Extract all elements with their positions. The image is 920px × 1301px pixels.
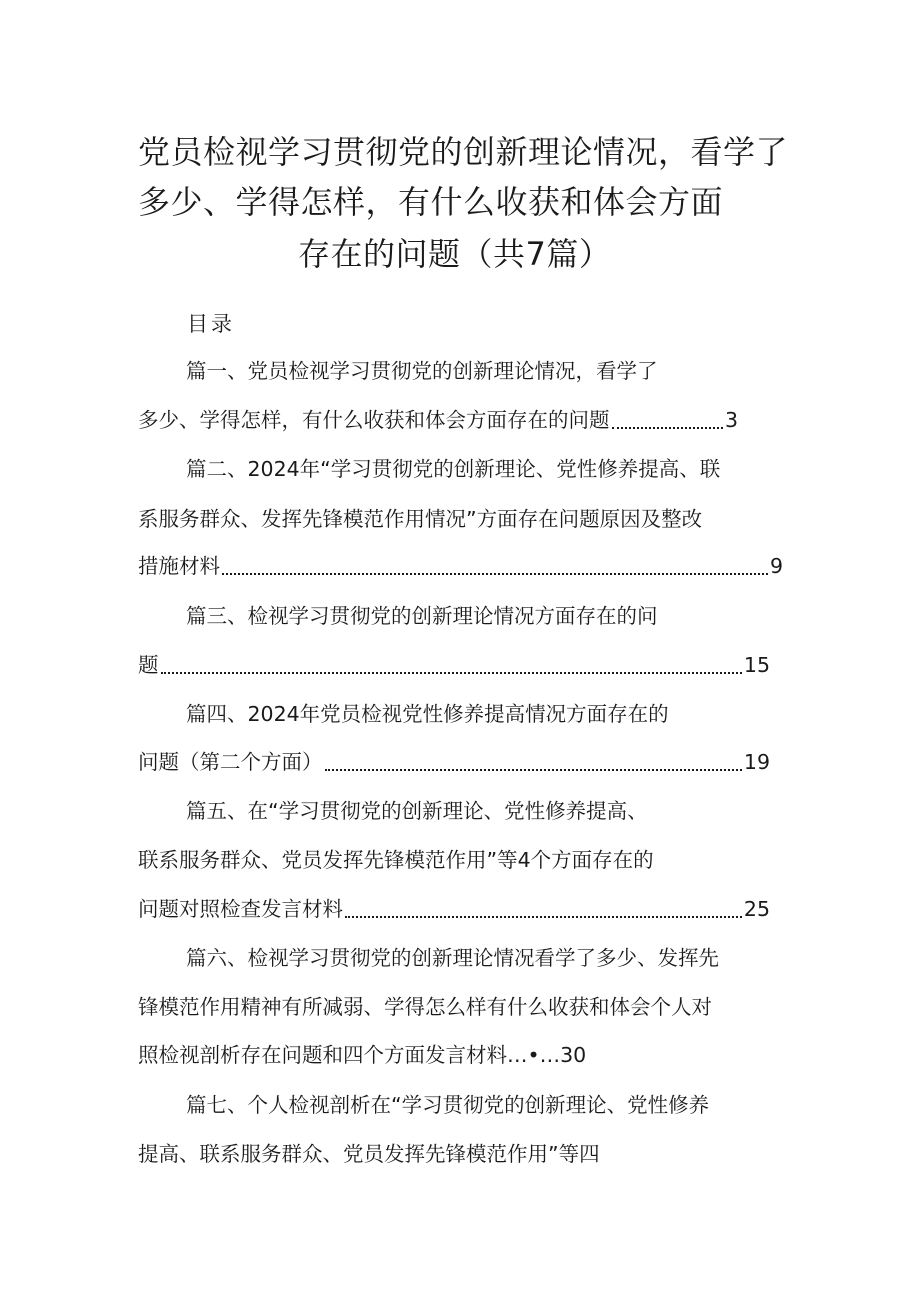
toc-entry-6-line-1[interactable]: 篇六、检视学习贯彻党的创新理论情况看学了多少、发挥先 <box>186 946 719 970</box>
toc-entry-6-last-line[interactable] <box>138 1040 633 1070</box>
toc-entry-4-last-line[interactable] <box>138 747 770 777</box>
toc-entry-5-page: 25 <box>743 897 770 921</box>
toc-entry-6-text: 照检视剖析存在问题和四个方面发言材料…•… <box>138 1043 561 1067</box>
toc-entry-6-line-2[interactable]: 锋模范作用精神有所减弱、学得怎么样有什么收获和体会个人对 <box>138 995 712 1019</box>
dot-leader <box>325 769 742 771</box>
toc-entry-2-page: 9 <box>769 554 783 578</box>
toc-entry-2-last-line[interactable] <box>138 551 783 581</box>
toc-entry-1-line-1[interactable]: 篇一、党员检视学习贯彻党的创新理论情况，看学了 <box>186 359 658 383</box>
toc-entry-1-text: 多少、学得怎样，有什么收获和体会方面存在的问题 <box>138 408 610 432</box>
toc-entry-6-page: 30 <box>560 1043 587 1067</box>
toc-entry-7-line-2[interactable]: 提高、联系服务群众、党员发挥先锋模范作用”等四 <box>138 1142 600 1166</box>
toc-entry-4-text: 问题（第二个方面） <box>138 750 323 774</box>
toc-entry-7-line-1[interactable]: 篇七、个人检视剖析在“学习贯彻党的创新理论、党性修养 <box>186 1093 710 1117</box>
toc-entry-3-last-line[interactable] <box>138 650 770 680</box>
toc-entry-1-page: 3 <box>724 408 738 432</box>
toc-entry-5-last-line[interactable] <box>138 894 770 924</box>
dot-leader <box>345 916 742 918</box>
dot-leader <box>222 573 768 575</box>
toc-entry-3-page: 15 <box>743 653 770 677</box>
toc-entry-5-line-1[interactable]: 篇五、在“学习贯彻党的创新理论、党性修养提高、 <box>186 799 648 823</box>
document-title-line-1: 党员检视学习贯彻党的创新理论情况，看学了 <box>138 133 789 171</box>
toc-entry-3-line-1[interactable]: 篇三、检视学习贯彻党的创新理论情况方面存在的问 <box>186 604 658 628</box>
dot-leader <box>161 672 742 674</box>
toc-entry-5-text: 问题对照检查发言材料 <box>138 897 343 921</box>
toc-entry-2-line-2[interactable]: 系服务群众、发挥先锋模范作用情况”方面存在问题原因及整改 <box>138 507 703 531</box>
toc-entry-2-text: 措施材料 <box>138 554 220 578</box>
document-title-line-3: 存在的问题（共7篇） <box>298 235 612 273</box>
toc-entry-5-line-2[interactable]: 联系服务群众、党员发挥先锋模范作用”等4个方面存在的 <box>138 848 654 872</box>
toc-entry-4-page: 19 <box>743 750 770 774</box>
toc-entry-1-last-line[interactable] <box>138 405 738 435</box>
dot-leader <box>612 427 723 429</box>
toc-entry-4-line-1[interactable]: 篇四、2024年党员检视党性修养提高情况方面存在的 <box>186 702 669 726</box>
toc-entry-3-text: 题 <box>138 653 159 677</box>
document-title-line-2: 多少、学得怎样，有什么收获和体会方面 <box>138 183 724 221</box>
toc-entry-2-line-1[interactable]: 篇二、2024年“学习贯彻党的创新理论、党性修养提高、联 <box>186 457 721 481</box>
toc-heading: 目录 <box>187 312 235 336</box>
